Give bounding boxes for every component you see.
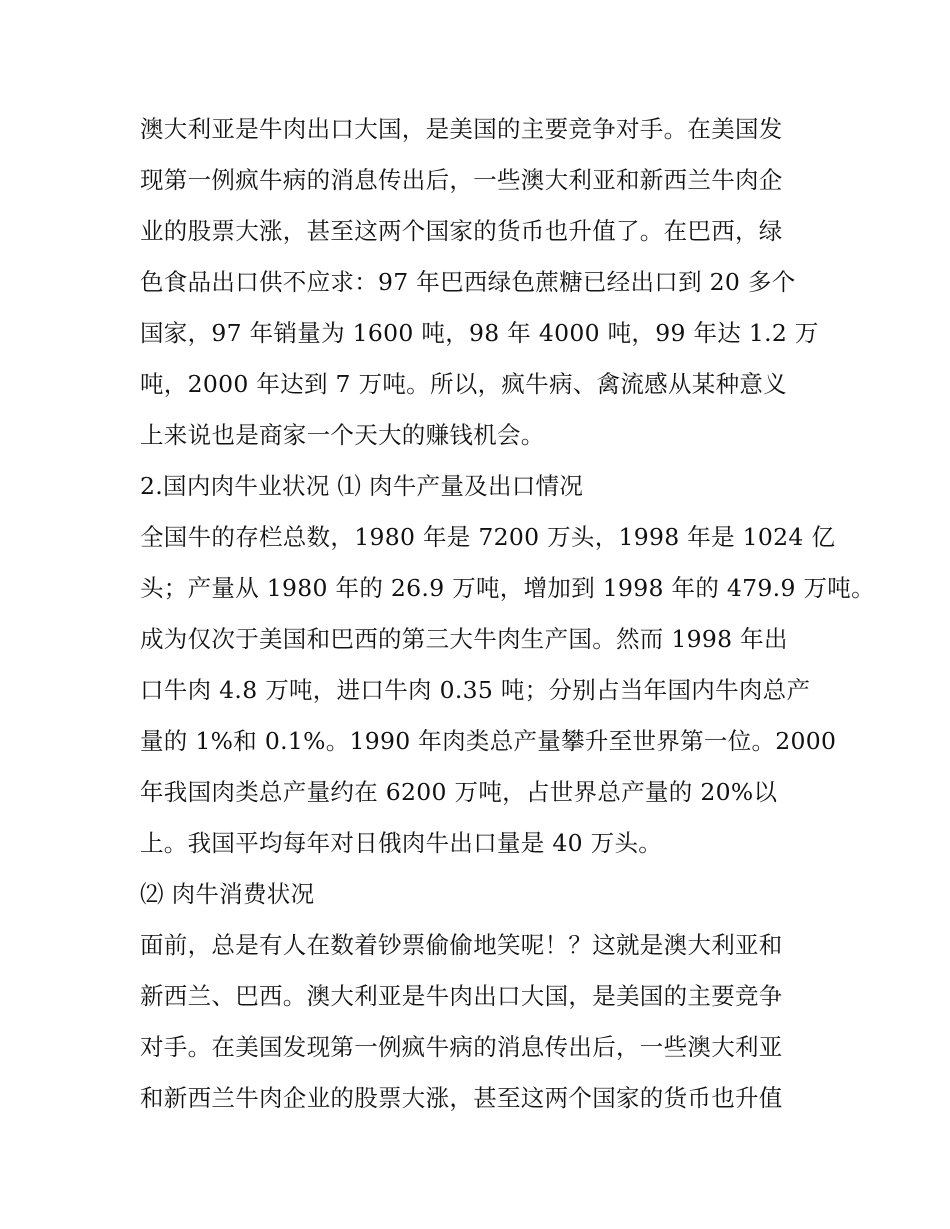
text-line: 成为仅次于美国和巴西的第三大牛肉生产国。然而 1998 年出 bbox=[140, 625, 788, 653]
text-line: 量的 1%和 0.1%。1990 年肉类总产量攀升至世界第一位。2000 bbox=[140, 727, 837, 755]
text-line: 色食品出口供不应求：97 年巴西绿色蔗糖已经出口到 20 多个 bbox=[140, 268, 796, 296]
document-body bbox=[140, 104, 875, 1124]
text-line: 上来说也是商家一个天大的赚钱机会。 bbox=[140, 421, 545, 449]
text-line: 面前，总是有人在数着钞票偷偷地笑呢！？这就是澳大利亚和 bbox=[140, 931, 783, 959]
text-line: 新西兰、巴西。澳大利亚是牛肉出口大国，是美国的主要竞争 bbox=[140, 982, 783, 1010]
text-line: 现第一例疯牛病的消息传出后，一些澳大利亚和新西兰牛肉企 bbox=[140, 166, 783, 194]
text-line: 上。我国平均每年对日俄肉牛出口量是 40 万头。 bbox=[140, 829, 663, 857]
text-line: 年我国肉类总产量约在 6200 万吨，占世界总产量的 20%以 bbox=[140, 778, 778, 806]
text-line: 吨，2000 年达到 7 万吨。所以，疯牛病、禽流感从某种意义 bbox=[140, 370, 787, 398]
section-heading: ⑵ 肉牛消费状况 bbox=[140, 880, 315, 908]
text-line: 对手。在美国发现第一例疯牛病的消息传出后，一些澳大利亚 bbox=[140, 1033, 783, 1061]
text-line: 澳大利亚是牛肉出口大国，是美国的主要竞争对手。在美国发 bbox=[140, 115, 783, 143]
text-line: 头；产量从 1980 年的 26.9 万吨，增加到 1998 年的 479.9 万吨。 bbox=[140, 574, 875, 602]
text-line: 口牛肉 4.8 万吨，进口牛肉 0.35 吨；分别占当年国内牛肉总产 bbox=[140, 676, 811, 704]
text-line: 国家，97 年销量为 1600 吨，98 年 4000 吨，99 年达 1.2 万 bbox=[140, 319, 819, 347]
text-line: 业的股票大涨，甚至这两个国家的货币也升值了。在巴西，绿 bbox=[140, 217, 783, 245]
text-line: 全国牛的存栏总数，1980 年是 7200 万头，1998 年是 1024 亿 bbox=[140, 523, 836, 551]
section-heading: 2.国内肉牛业状况 ⑴ 肉牛产量及出口情况 bbox=[140, 472, 584, 500]
text-line: 和新西兰牛肉企业的股票大涨，甚至这两个国家的货币也升值 bbox=[140, 1084, 783, 1112]
